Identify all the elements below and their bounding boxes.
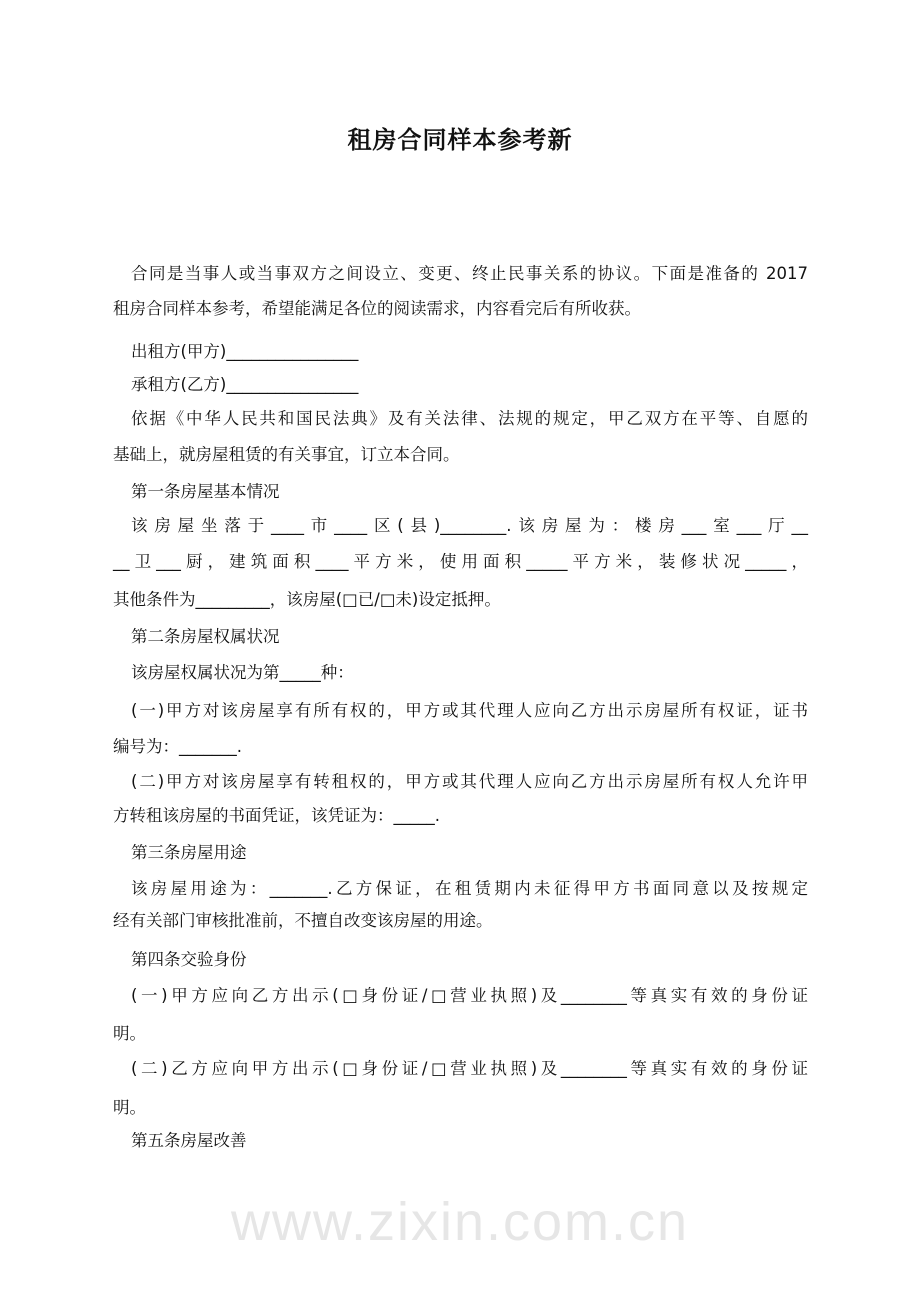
paragraph-line: 该房屋用途为：_______.乙方保证，在租赁期内未征得甲方书面同意以及按规定: [131, 879, 808, 898]
paragraph-line: 依据《中华人民共和国民法典》及有关法律、法规的规定，甲乙双方在平等、自愿的: [131, 409, 808, 428]
section-heading: 第一条房屋基本情况: [131, 482, 280, 501]
paragraph-line: 编号为：_______.: [113, 737, 242, 756]
paragraph-line: (一)甲方应向乙方出示(□身份证/□营业执照)及________等真实有效的身份证: [131, 986, 808, 1005]
paragraph-line: 租房合同样本参考，希望能满足各位的阅读需求，内容看完后有所收获。: [113, 299, 641, 318]
paragraph-line: 合同是当事人或当事双方之间设立、变更、终止民事关系的协议。下面是准备的 2017: [131, 264, 808, 283]
lessor-field: 出租方(甲方)________________: [131, 342, 359, 361]
paragraph-line: (二)甲方对该房屋享有转租权的，甲方或其代理人应向乙方出示房屋所有权人允许甲: [131, 772, 808, 791]
paragraph-line: 明。: [113, 1098, 146, 1117]
paragraph-line: 基础上，就房屋租赁的有关事宜，订立本合同。: [113, 445, 460, 464]
paragraph-line: 方转租该房屋的书面凭证，该凭证为：_____.: [113, 806, 440, 825]
section-heading: 第四条交验身份: [131, 950, 247, 969]
paragraph-line: (二)乙方应向甲方出示(□身份证/□营业执照)及________等真实有效的身份证: [131, 1059, 808, 1078]
paragraph-line: 该房屋权属状况为第_____种：: [131, 663, 354, 682]
lessee-field: 承租方(乙方)________________: [131, 375, 359, 394]
watermark: www.zixin.com.cn: [230, 1192, 690, 1252]
paragraph-line: 其他条件为_________，该房屋(□已/□未)设定抵押。: [113, 590, 501, 609]
paragraph-line: (一)甲方对该房屋享有所有权的，甲方或其代理人应向乙方出示房屋所有权证，证书: [131, 701, 808, 720]
section-heading: 第二条房屋权属状况: [131, 627, 280, 646]
section-heading: 第三条房屋用途: [131, 843, 247, 862]
paragraph-line: 明。: [113, 1024, 146, 1043]
paragraph-line: 该房屋坐落于____市____区(县)________.该房屋为：楼房___室___厅__: [131, 516, 808, 535]
document-title: 租房合同样本参考新: [347, 126, 573, 154]
paragraph-line: 经有关部门审核批准前，不擅自改变该房屋的用途。: [113, 911, 493, 930]
paragraph-line: __卫___厨，建筑面积____平方米，使用面积_____平方米，装修状况_____，: [113, 552, 808, 571]
section-heading: 第五条房屋改善: [131, 1131, 247, 1150]
